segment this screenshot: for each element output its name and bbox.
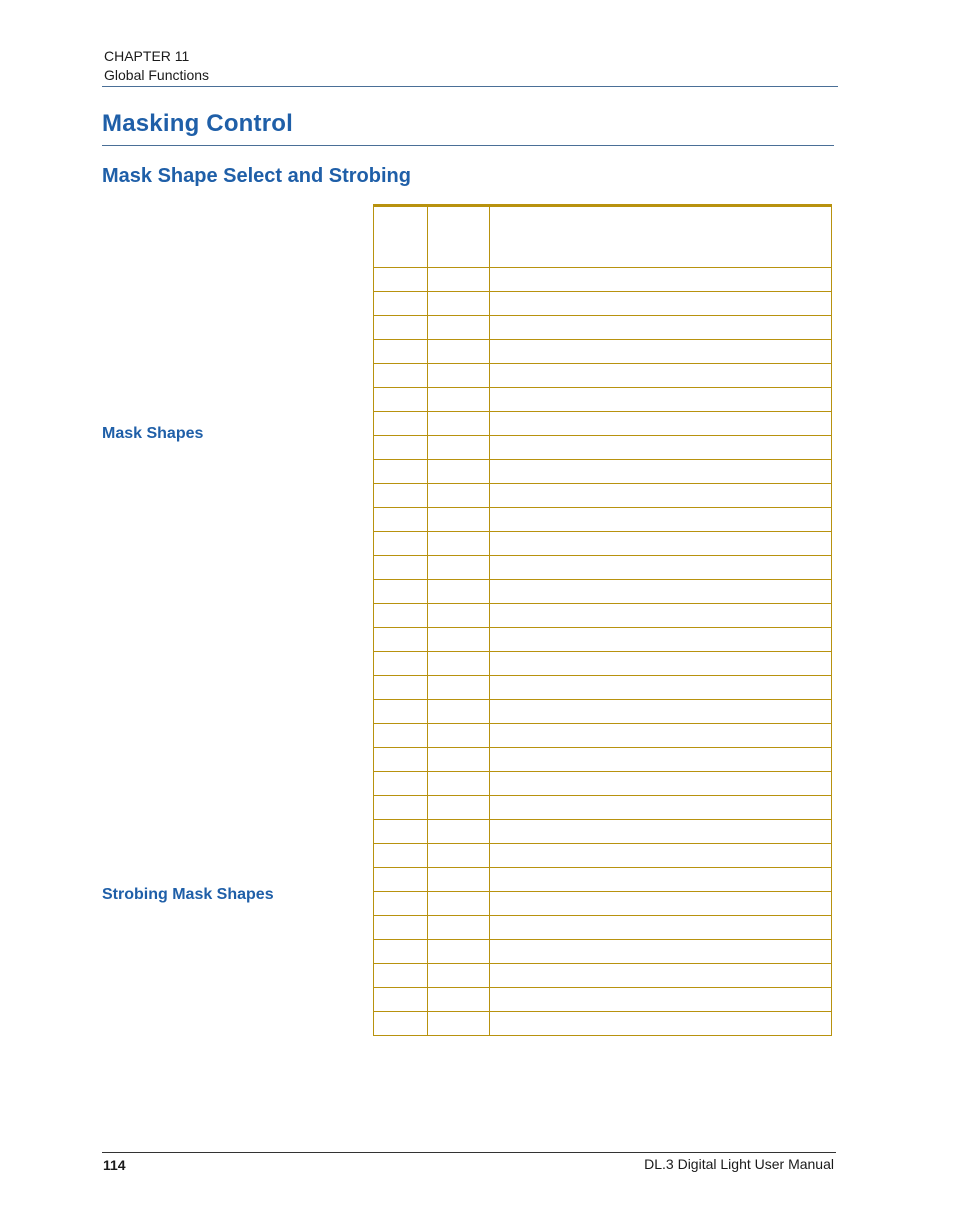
table-cell <box>490 892 832 916</box>
table-row <box>374 532 832 556</box>
table-cell <box>490 532 832 556</box>
table-cell <box>490 340 832 364</box>
table-cell <box>490 988 832 1012</box>
table-cell <box>490 460 832 484</box>
table-cell <box>490 1012 832 1036</box>
table-cell <box>374 508 428 532</box>
table-cell <box>428 388 490 412</box>
table-row <box>374 268 832 292</box>
table-row <box>374 484 832 508</box>
table-cell <box>428 532 490 556</box>
table-cell <box>428 652 490 676</box>
table-cell <box>490 508 832 532</box>
page-number: 114 <box>103 1157 126 1173</box>
table-cell <box>428 628 490 652</box>
table-cell <box>490 604 832 628</box>
table-cell <box>490 844 832 868</box>
table-cell <box>490 388 832 412</box>
table-cell <box>374 364 428 388</box>
table-header-cell <box>490 206 832 268</box>
table-cell <box>428 580 490 604</box>
table-cell <box>428 988 490 1012</box>
table-cell <box>428 844 490 868</box>
title-divider <box>102 145 834 146</box>
table-cell <box>490 436 832 460</box>
table-row <box>374 508 832 532</box>
page-title: Masking Control <box>102 110 294 137</box>
table-cell <box>490 268 832 292</box>
table-cell <box>374 988 428 1012</box>
table-cell <box>428 604 490 628</box>
table-cell <box>428 700 490 724</box>
table-cell <box>490 700 832 724</box>
table-cell <box>374 316 428 340</box>
table-cell <box>490 628 832 652</box>
table-cell <box>428 820 490 844</box>
table-cell <box>374 940 428 964</box>
table-cell <box>428 772 490 796</box>
table-cell <box>428 292 490 316</box>
table-row <box>374 364 832 388</box>
table-cell <box>374 700 428 724</box>
table-row <box>374 580 832 604</box>
table-cell <box>374 820 428 844</box>
mask-table <box>373 204 832 1036</box>
table-row <box>374 724 832 748</box>
table-cell <box>374 388 428 412</box>
table-row <box>374 988 832 1012</box>
table-row <box>374 388 832 412</box>
table-cell <box>374 412 428 436</box>
table-row <box>374 868 832 892</box>
table-row <box>374 460 832 484</box>
table-row <box>374 412 832 436</box>
table-cell <box>428 676 490 700</box>
table-cell <box>374 964 428 988</box>
table-cell <box>428 340 490 364</box>
table-cell <box>374 892 428 916</box>
table-cell <box>490 580 832 604</box>
table-cell <box>490 484 832 508</box>
table-row <box>374 628 832 652</box>
table-cell <box>374 1012 428 1036</box>
table-cell <box>490 868 832 892</box>
table-cell <box>374 580 428 604</box>
table-cell <box>374 724 428 748</box>
table-cell <box>490 772 832 796</box>
table-cell <box>490 796 832 820</box>
table-cell <box>374 916 428 940</box>
table-cell <box>428 916 490 940</box>
running-header <box>104 47 209 85</box>
mask-shapes-heading: Mask Shapes <box>102 425 204 442</box>
table-cell <box>374 748 428 772</box>
table-cell <box>490 748 832 772</box>
table-cell <box>428 412 490 436</box>
table-cell <box>490 676 832 700</box>
chapter-label: CHAPTER 11 <box>104 48 190 64</box>
table-row <box>374 820 832 844</box>
table-header-cell <box>374 206 428 268</box>
table-cell <box>374 676 428 700</box>
table-cell <box>374 604 428 628</box>
table-cell <box>428 268 490 292</box>
table-cell <box>374 268 428 292</box>
table-row <box>374 676 832 700</box>
table-cell <box>490 964 832 988</box>
table-cell <box>428 964 490 988</box>
table-cell <box>490 820 832 844</box>
table-header-row <box>374 206 832 268</box>
table-row <box>374 940 832 964</box>
table-cell <box>374 796 428 820</box>
table-row <box>374 292 832 316</box>
table-cell <box>374 436 428 460</box>
table-cell <box>428 556 490 580</box>
table-cell <box>374 844 428 868</box>
table-row <box>374 796 832 820</box>
table-cell <box>490 916 832 940</box>
table-row <box>374 316 832 340</box>
table-cell <box>428 724 490 748</box>
table-cell <box>428 892 490 916</box>
table-cell <box>428 460 490 484</box>
table-cell <box>428 436 490 460</box>
table-cell <box>374 868 428 892</box>
table-row <box>374 700 832 724</box>
table-row <box>374 436 832 460</box>
table-cell <box>428 796 490 820</box>
table-cell <box>490 412 832 436</box>
table-cell <box>374 532 428 556</box>
strobing-mask-shapes-heading: Strobing Mask Shapes <box>102 886 274 903</box>
table-cell <box>428 1012 490 1036</box>
table-cell <box>374 652 428 676</box>
table-cell <box>374 340 428 364</box>
table-cell <box>374 772 428 796</box>
table-cell <box>490 724 832 748</box>
table-header-cell <box>428 206 490 268</box>
table-cell <box>428 748 490 772</box>
manual-title: DL.3 Digital Light User Manual <box>644 1156 834 1172</box>
table-cell <box>374 556 428 580</box>
table-cell <box>428 484 490 508</box>
table-row <box>374 964 832 988</box>
table-cell <box>428 868 490 892</box>
table-row <box>374 748 832 772</box>
table-cell <box>490 364 832 388</box>
table-cell <box>428 364 490 388</box>
footer-divider <box>102 1152 836 1153</box>
table-row <box>374 1012 832 1036</box>
table-row <box>374 892 832 916</box>
table-cell <box>428 940 490 964</box>
table-cell <box>490 652 832 676</box>
table-row <box>374 604 832 628</box>
table-cell <box>490 940 832 964</box>
table-row <box>374 844 832 868</box>
table-row <box>374 340 832 364</box>
table-cell <box>490 316 832 340</box>
table-cell <box>490 292 832 316</box>
table-cell <box>374 460 428 484</box>
table-row <box>374 916 832 940</box>
table-cell <box>374 628 428 652</box>
table-row <box>374 556 832 580</box>
table-row <box>374 772 832 796</box>
table-cell <box>428 316 490 340</box>
table-cell <box>428 508 490 532</box>
header-divider <box>102 86 838 87</box>
table-cell <box>490 556 832 580</box>
table-row <box>374 652 832 676</box>
chapter-section: Global Functions <box>104 67 210 83</box>
section-heading: Mask Shape Select and Strobing <box>102 165 411 187</box>
table-cell <box>374 484 428 508</box>
table-cell <box>374 292 428 316</box>
